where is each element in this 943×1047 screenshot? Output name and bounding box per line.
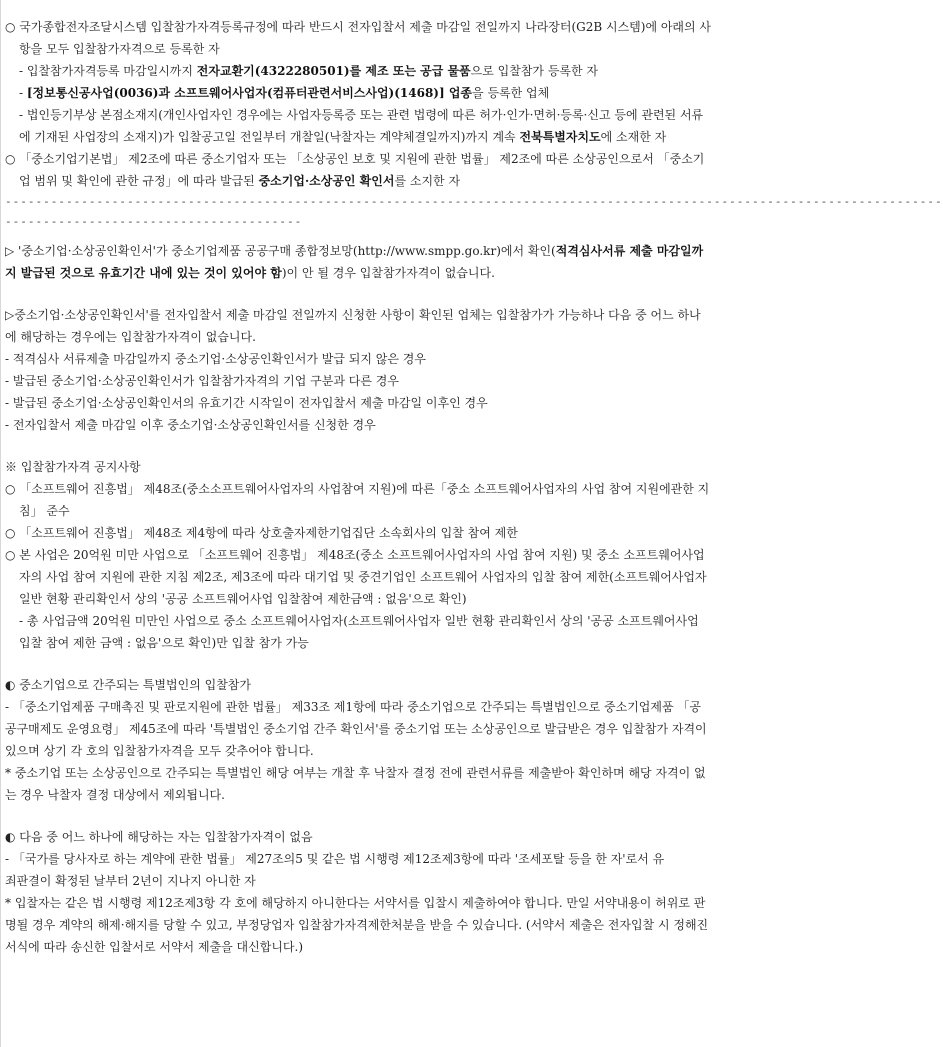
location-region-bold: 전북특별자치도 (519, 130, 601, 144)
eligibility-registration-text: ○ 국가종합전자조달시스템 입찰참가자격등록규정에 따라 반드시 전자입찰서 제출 마감일 전일까지 나라장터(G2B 시스템)에 아래의 사항을 모두 입찰참가자격으로 등록한 자 (5, 20, 712, 56)
large-company-restriction-item: ○ 본 사업은 20억원 미만 사업으로 「소프트웨어 진흥법」 제48조(중소 소프트웨어사업자의 사업 참여 지원) 및 중소 소프트웨어사업자의 사업 참여 지원에 관한 지침 제2조, 제3조에 따라 대기업 및 중견기업인 소프트웨어 사업자의 입찰 참여 제한(소프트웨어사업자 일반 현황 관리확인서 상의 '공공 소프트웨어사업 입찰참여 제한금액 : 없음'으로 확인) (5, 548, 707, 606)
eligibility-registration-paragraph (5, 16, 712, 60)
sme-certificate-bold: 중소기업·소상공인 확인서 (258, 174, 395, 188)
list-item: - 발급된 중소기업·소상공인확인서의 유효기간 시작일이 전자입찰서 제출 마감일 이후인 경우 (5, 396, 488, 410)
tax-evasion-paragraph-continuation: 죄판결이 확정된 날부터 2년이 지나지 아니한 자 (5, 874, 256, 888)
business-type-item (5, 82, 712, 104)
special-corporation-footnote: * 중소기업 또는 소상공인으로 간주되는 특별법인 해당 여부는 개찰 후 낙찰자 결정 전에 관련서류를 제출받아 확인하며 해당 자격이 없는 경우 낙찰자 결정 대상에서 제외됩니다. (5, 766, 706, 802)
special-corporation-heading: ◐ 중소기업으로 간주되는 특별법인의 입찰참가 (5, 678, 251, 692)
business-type-bold: [정보통신공사업(0036)과 소프트웨어사업자(컴퓨터관련서비스사업)(1468)] 업종 (26, 86, 473, 100)
disqualification-heading: ◐ 다음 중 어느 하나에 해당하는 자는 입찰참가자격이 없음 (5, 830, 313, 844)
sme-only-item: - 총 사업금액 20억원 미만인 사업으로 중소 소프트웨어사업자(소프트웨어사업자 일반 현황 관리확인서 상의 '공공 소프트웨어사업 입찰 참여 제한 금액 : 없음'으로 확인)만 입찰 참가 가능 (19, 614, 699, 650)
verification-note-bold: 적격심사서류 제출 마감일까지 발급된 것으로 유효기간 내에 있는 것이 있어야 함 (5, 244, 704, 280)
certificate-notes-section (5, 240, 712, 436)
special-corporation-paragraph: - 「중소기업제품 구매촉진 및 판로지원에 관한 법률」 제33조 제1항에 따라 중소기업으로 간주되는 특별법인으로 중소기업제품 「공공구매제도 운영요령」 제45조에 따라 '특별법인 중소기업 간주 확인서'를 중소기업 또는 소상공인으로 발급받은 경우 입찰참가 자격이 있으며 상기 각 호의 입찰참가자격을 모두 갖추어야 합니다. (5, 700, 707, 758)
verification-note-text: ▷ '중소기업·소상공인확인서'가 중소기업제품 공공구매 종합정보망(http://www.smpp.go.kr)에서 확인( (5, 244, 556, 258)
disqualification-section (5, 826, 712, 958)
product-registration-text: - 입찰참가자격등록 마감일시까지 (19, 64, 197, 78)
software-guideline-item: ○ 「소프트웨어 진흥법」 제48조(중소소프트웨어사업자의 사업참여 지원)에 따른「중소 소프트웨어사업자의 사업 참여 지원에관한 지침」 준수 (5, 482, 710, 518)
product-registration-bold: 전자교환기(4322280501)를 제조 또는 공급 물품 (196, 64, 471, 78)
tax-evasion-paragraph: - 「국가를 당사자로 하는 계약에 관한 법률」 제27조의5 및 같은 법 시행령 제12조제3항에 따라 '조세포탈 등을 한 자'로서 유 (5, 852, 665, 866)
location-item (5, 104, 712, 148)
software-notice-section (5, 456, 712, 654)
product-registration-tail: 으로 입찰참가 등록한 자 (470, 64, 599, 78)
sme-certificate-text: ○ 「중소기업기본법」 제2조에 따른 중소기업자 또는 「소상공인 보호 및 지원에 관한 법률」 제2조에 따른 소상공인으로서 「중소기업 범위 및 확인에 관한 규정」에 따라 발급된 (5, 152, 705, 188)
list-item: - 발급된 중소기업·소상공인확인서가 입찰참가자격의 기업 구분과 다른 경우 (5, 374, 399, 388)
list-item: - 전자입찰서 제출 마감일 이후 중소기업·소상공인확인서를 신청한 경우 (5, 418, 376, 432)
special-corporation-section (5, 674, 712, 806)
sme-certificate-paragraph (5, 148, 712, 192)
eligibility-section (5, 16, 712, 192)
verification-note-tail: )이 안 될 경우 입찰참가자격이 없습니다. (281, 266, 495, 280)
business-type-dash: - (19, 86, 27, 100)
pledge-footnote: * 입찰자는 같은 법 시행령 제12조제3항 각 호에 해당하지 아니한다는 서약서를 입찰시 제출하여야 합니다. 만일 서약내용이 허위로 판명될 경우 계약의 해제·해지를 당할 수 있고, 부정당업자 입찰참가자격제한처분을 받을 수 있습니다. (서약서 제출은 전자입찰 시 정해진 서식에 따라 송신한 입찰서로 서약서 제출을 대신합니다.) (5, 896, 709, 954)
product-registration-item (5, 60, 712, 82)
sme-certificate-tail: 를 소지한 자 (394, 174, 461, 188)
certificate-application-note: ▷중소기업·소상공인확인서'를 전자입찰서 제출 마감일 전일까지 신청한 사항이 확인된 업체는 입찰참가가 가능하나 다음 중 어느 하나에 해당하는 경우에는 입찰참가자격이 없습니다. (5, 308, 701, 344)
dashed-divider: --------------------------------------------------------------------------------------------------------------------------- (5, 195, 943, 208)
conglomerate-restriction-item: ○ 「소프트웨어 진흥법」 제48조 제4항에 따라 상호출자제한기업집단 소속회사의 입찰 참여 제한 (5, 526, 518, 540)
list-item: - 적격심사 서류제출 마감일까지 중소기업·소상공인확인서가 발급 되지 않은 경우 (5, 352, 426, 366)
location-tail: 에 소재한 자 (600, 130, 667, 144)
business-type-tail: 을 등록한 업체 (472, 86, 550, 100)
software-notice-heading: ※ 입찰참가자격 공지사항 (5, 460, 141, 474)
location-text: - 법인등기부상 본점소재지(개인사업자인 경우에는 사업자등록증 또는 관련 법령에 따른 허가·인가·면허·등록·신고 등에 관련된 서류에 기재된 사업장의 소재지)가 입찰공고일 전일부터 개찰일(낙찰자는 계약체결일까지)까지 계속 (19, 108, 704, 144)
dashed-divider-continuation: --------------------------------------- (5, 215, 303, 228)
certificate-verification-note (5, 240, 712, 284)
